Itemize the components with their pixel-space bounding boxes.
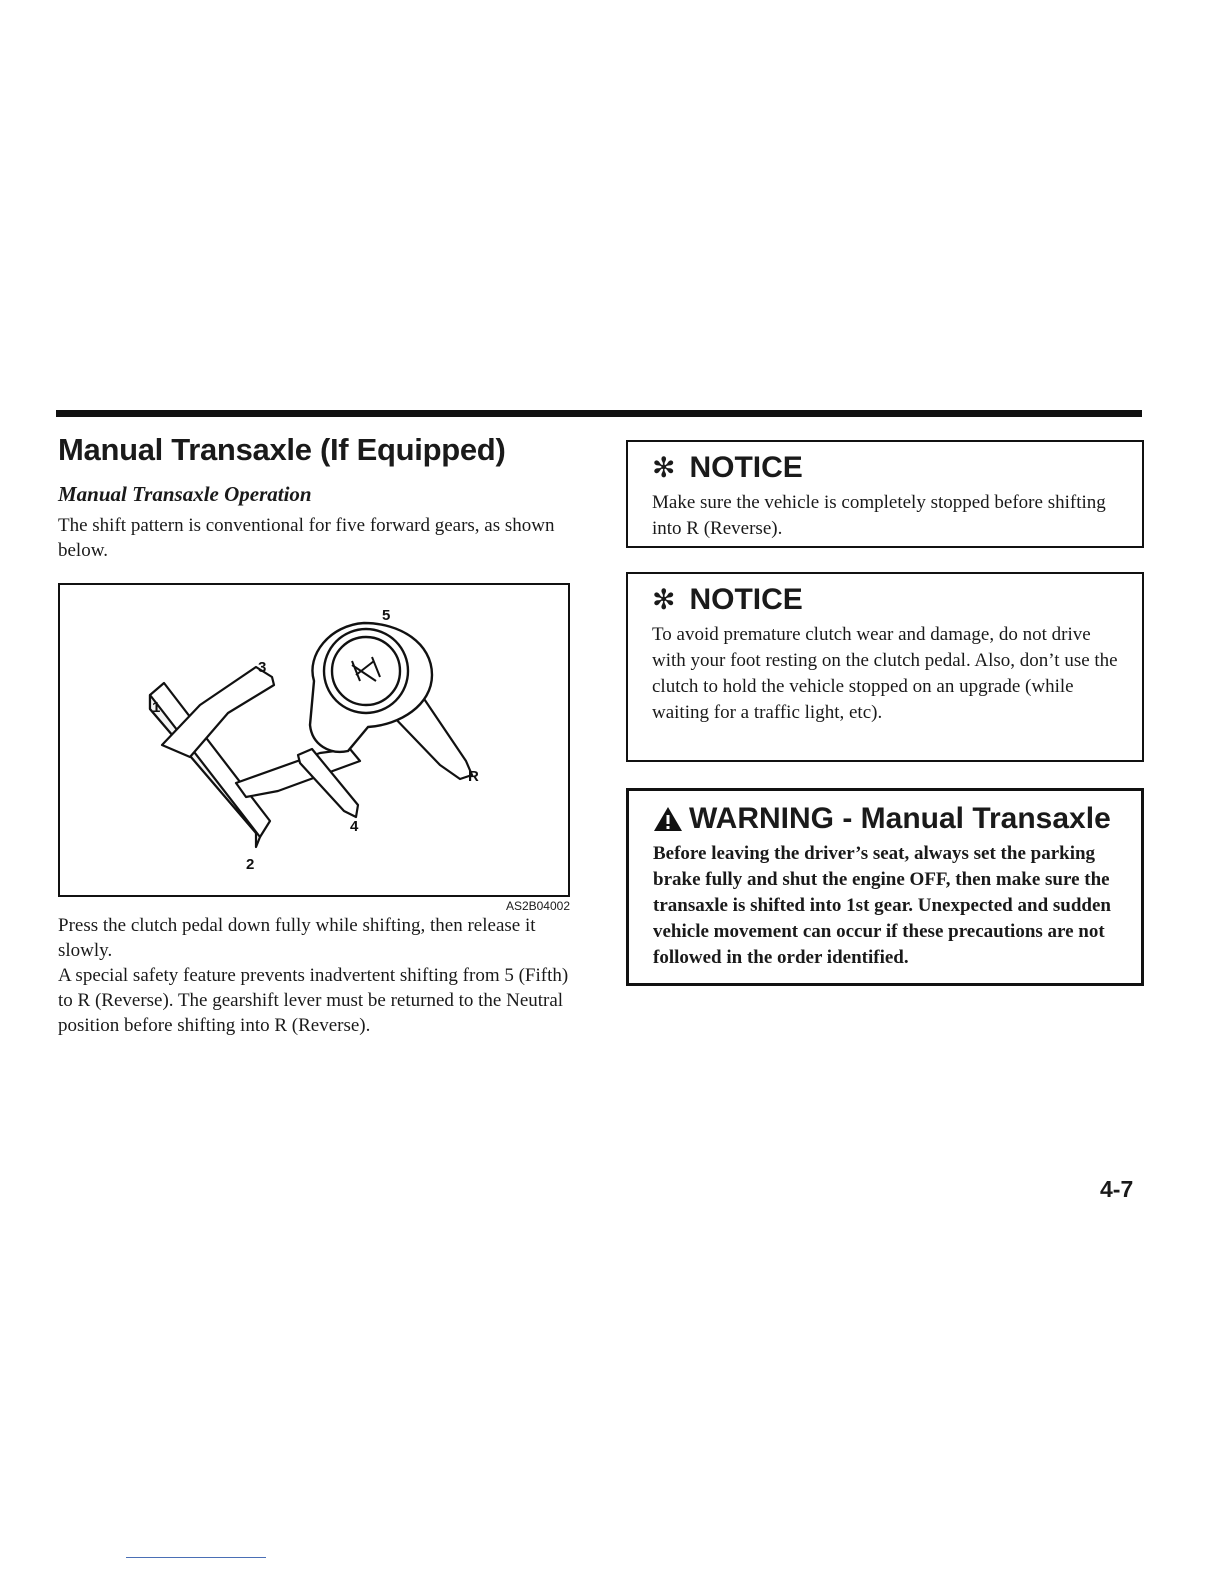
gear-label-3: 3 <box>258 658 267 676</box>
warning-text: Before leaving the driver’s seat, always set the parking brake fully and shut the engine OFF, then make sure the transaxle is shifted into 1st gear. Unexpected and sudden vehicle movement can occur if these precautions are not followed in the order identified. <box>653 843 1111 968</box>
section-subtitle: Manual Transaxle Operation <box>58 481 312 506</box>
notice-heading: NOTICE <box>689 451 803 484</box>
shift-pattern-illustration <box>60 585 568 895</box>
notice-header <box>652 446 1118 490</box>
warning-manual-transaxle <box>626 788 1144 986</box>
notice-asterisk-icon: ✻ <box>652 452 676 483</box>
warning-heading: WARNING - Manual Transaxle <box>689 802 1111 835</box>
page-number: 4-7 <box>1100 1176 1134 1202</box>
warning-header <box>653 797 1117 841</box>
notice-clutch <box>626 572 1144 762</box>
gear-label-2: 2 <box>246 855 255 873</box>
gear-label-5: 5 <box>382 606 391 624</box>
warning-triangle-icon <box>653 805 683 833</box>
right-column <box>626 440 1144 986</box>
notice-text: Make sure the vehicle is completely stopped before shifting into R (Reverse). <box>652 492 1106 539</box>
top-rule <box>56 410 1142 417</box>
figure-code: AS2B04002 <box>505 898 570 913</box>
notice-reverse <box>626 440 1144 548</box>
gear-label-r: R <box>468 767 479 785</box>
section-title: Manual Transaxle (If Equipped) <box>58 432 506 467</box>
notice-text: To avoid premature clutch wear and damage, do not drive with your foot resting on the clutch pedal. Also, don’t use the clutch to hold the vehicle stopped on an upgrade (while waiting for a traffic light, etc). <box>652 624 1118 723</box>
gear-label-1: 1 <box>152 698 161 716</box>
left-column <box>58 432 573 1038</box>
gear-label-4: 4 <box>350 817 359 835</box>
bottom-rule <box>126 1557 266 1558</box>
clutch-paragraph: Press the clutch pedal down fully while shifting, then release it slowly. <box>58 914 536 961</box>
shift-pattern-figure <box>58 583 570 897</box>
safety-paragraph: A special safety feature prevents inadvertent shifting from 5 (Fifth) to R (Reverse). The gearshift lever must be returned to the Neutral position before shifting into R (Reverse). <box>58 964 569 1036</box>
notice-heading: NOTICE <box>689 583 803 616</box>
notice-header <box>652 578 1118 622</box>
intro-paragraph: The shift pattern is conventional for five forward gears, as shown below. <box>58 514 555 561</box>
notice-asterisk-icon: ✻ <box>652 584 676 615</box>
